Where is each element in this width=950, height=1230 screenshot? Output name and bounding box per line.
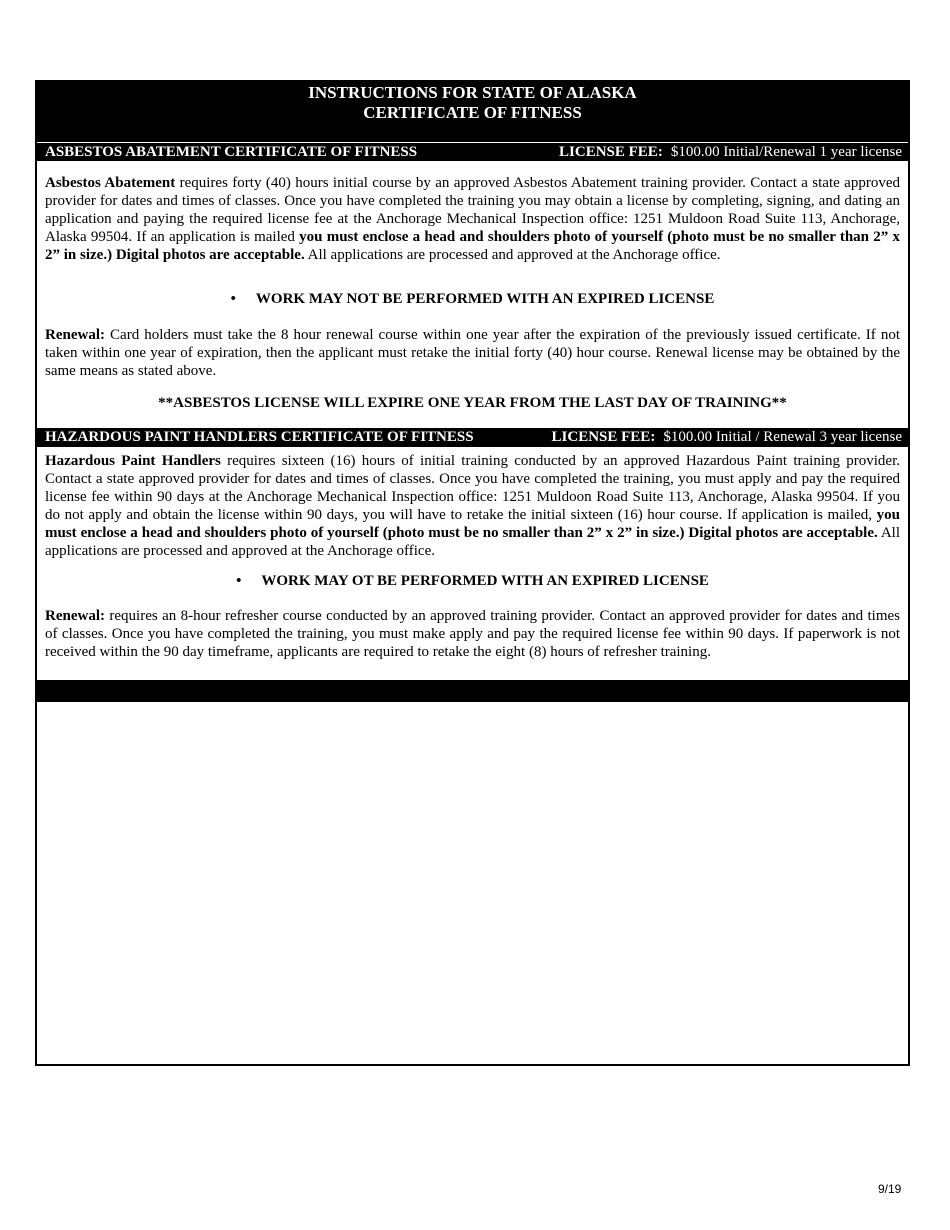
asbestos-section-bar	[37, 142, 908, 162]
paint-fee	[552, 429, 902, 446]
paint-text-2: All applications are processed and approved at the Anchorage office.	[45, 525, 900, 559]
paint-section-bar	[37, 428, 908, 447]
page-number: 9/19	[878, 1182, 902, 1196]
document-frame	[35, 80, 910, 1066]
paint-renewal-text: requires an 8-hour refresher course conducted by an approved training provider. Contact an approved provider for dates and times of classes. Once you have completed the training, you must make apply and pay the required license fee within 90 days. If paperwork is not received within the 90 day timeframe, applicants are required to retake the eight (8) hours of refresher training.	[45, 608, 900, 660]
asbestos-warning	[37, 290, 908, 308]
title-bar	[37, 80, 908, 131]
asbestos-fee-value: $100.00 Initial/Renewal 1 year license	[670, 143, 902, 160]
asbestos-text-2: All applications are processed and approved at the Anchorage office.	[304, 247, 721, 263]
asbestos-warning-text: WORK MAY NOT BE PERFORMED WITH AN EXPIRED LICENSE	[255, 291, 715, 307]
paint-paragraph	[37, 452, 908, 560]
paint-photo-requirement: you must enclose a head and shoulders photo of yourself (photo must be no smaller than 2” x 2” in size.) Digital photos are acceptable.	[45, 507, 900, 541]
title-line-1: INSTRUCTIONS FOR STATE OF ALASKA	[308, 83, 637, 102]
asbestos-renewal-label: Renewal:	[45, 327, 105, 343]
asbestos-fee	[559, 144, 902, 161]
paint-warning	[37, 572, 908, 590]
asbestos-renewal	[37, 326, 908, 380]
bullet-icon: •	[236, 573, 242, 589]
title-spacer	[37, 131, 908, 142]
paint-warning-text: WORK MAY OT BE PERFORMED WITH AN EXPIRED LICENSE	[261, 573, 709, 589]
title-line-2: CERTIFICATE OF FITNESS	[363, 103, 582, 122]
asbestos-expiry-note: **ASBESTOS LICENSE WILL EXPIRE ONE YEAR FROM THE LAST DAY OF TRAINING**	[158, 395, 787, 411]
asbestos-lead: Asbestos Abatement	[45, 175, 176, 191]
asbestos-fee-label: LICENSE FEE:	[559, 143, 663, 160]
asbestos-photo-requirement: you must enclose a head and shoulders photo of yourself (photo must be no smaller than 2” x 2” in size.) Digital photos are acceptable.	[45, 229, 900, 263]
footer-bar	[37, 680, 908, 702]
paint-renewal-label: Renewal:	[45, 608, 105, 624]
paint-renewal	[37, 607, 908, 661]
paint-text-1: requires sixteen (16) hours of initial training conducted by an approved Hazardous Paint training provider. Contact a state approved provider for dates and times of classes. Once you have completed the training, you must apply and pay the required license fee within 90 days at the Anchorage Mechanical Inspection office: 1251 Muldoon Road Suite 113, Anchorage, Alaska 99504. If you do not apply and obtain the license within 90 days, you will have to retake the initial sixteen (16) hour course. If application is mailed,	[45, 453, 900, 523]
paint-fee-label: LICENSE FEE:	[551, 429, 656, 445]
bullet-icon: •	[230, 291, 236, 307]
asbestos-section-title: ASBESTOS ABATEMENT CERTIFICATE OF FITNESS	[45, 143, 418, 160]
paint-lead: Hazardous Paint Handlers	[45, 453, 221, 469]
paint-section-title: HAZARDOUS PAINT HANDLERS CERTIFICATE OF FITNESS	[45, 429, 474, 445]
paint-fee-value: $100.00 Initial / Renewal 3 year license	[663, 429, 902, 445]
asbestos-text-1: requires forty (40) hours initial course by an approved Asbestos Abatement training provider. Contact a state approved provider for dates and times of classes. Once you have completed the training you may obtain a license by completing, signing, and dating an application and paying the required license fee at the Anchorage Mechanical Inspection office: 1251 Muldoon Road Suite 113, Anchorage, Alaska 99504. If an application is mailed	[45, 175, 900, 245]
asbestos-renewal-text: Card holders must take the 8 hour renewal course within one year after the expiration of the previously issued certificate. If not taken within one year of expiration, then the applicant must retake the initial forty (40) hour course. Renewal license may be obtained by the same means as stated above.	[45, 327, 900, 379]
asbestos-paragraph	[37, 174, 908, 264]
